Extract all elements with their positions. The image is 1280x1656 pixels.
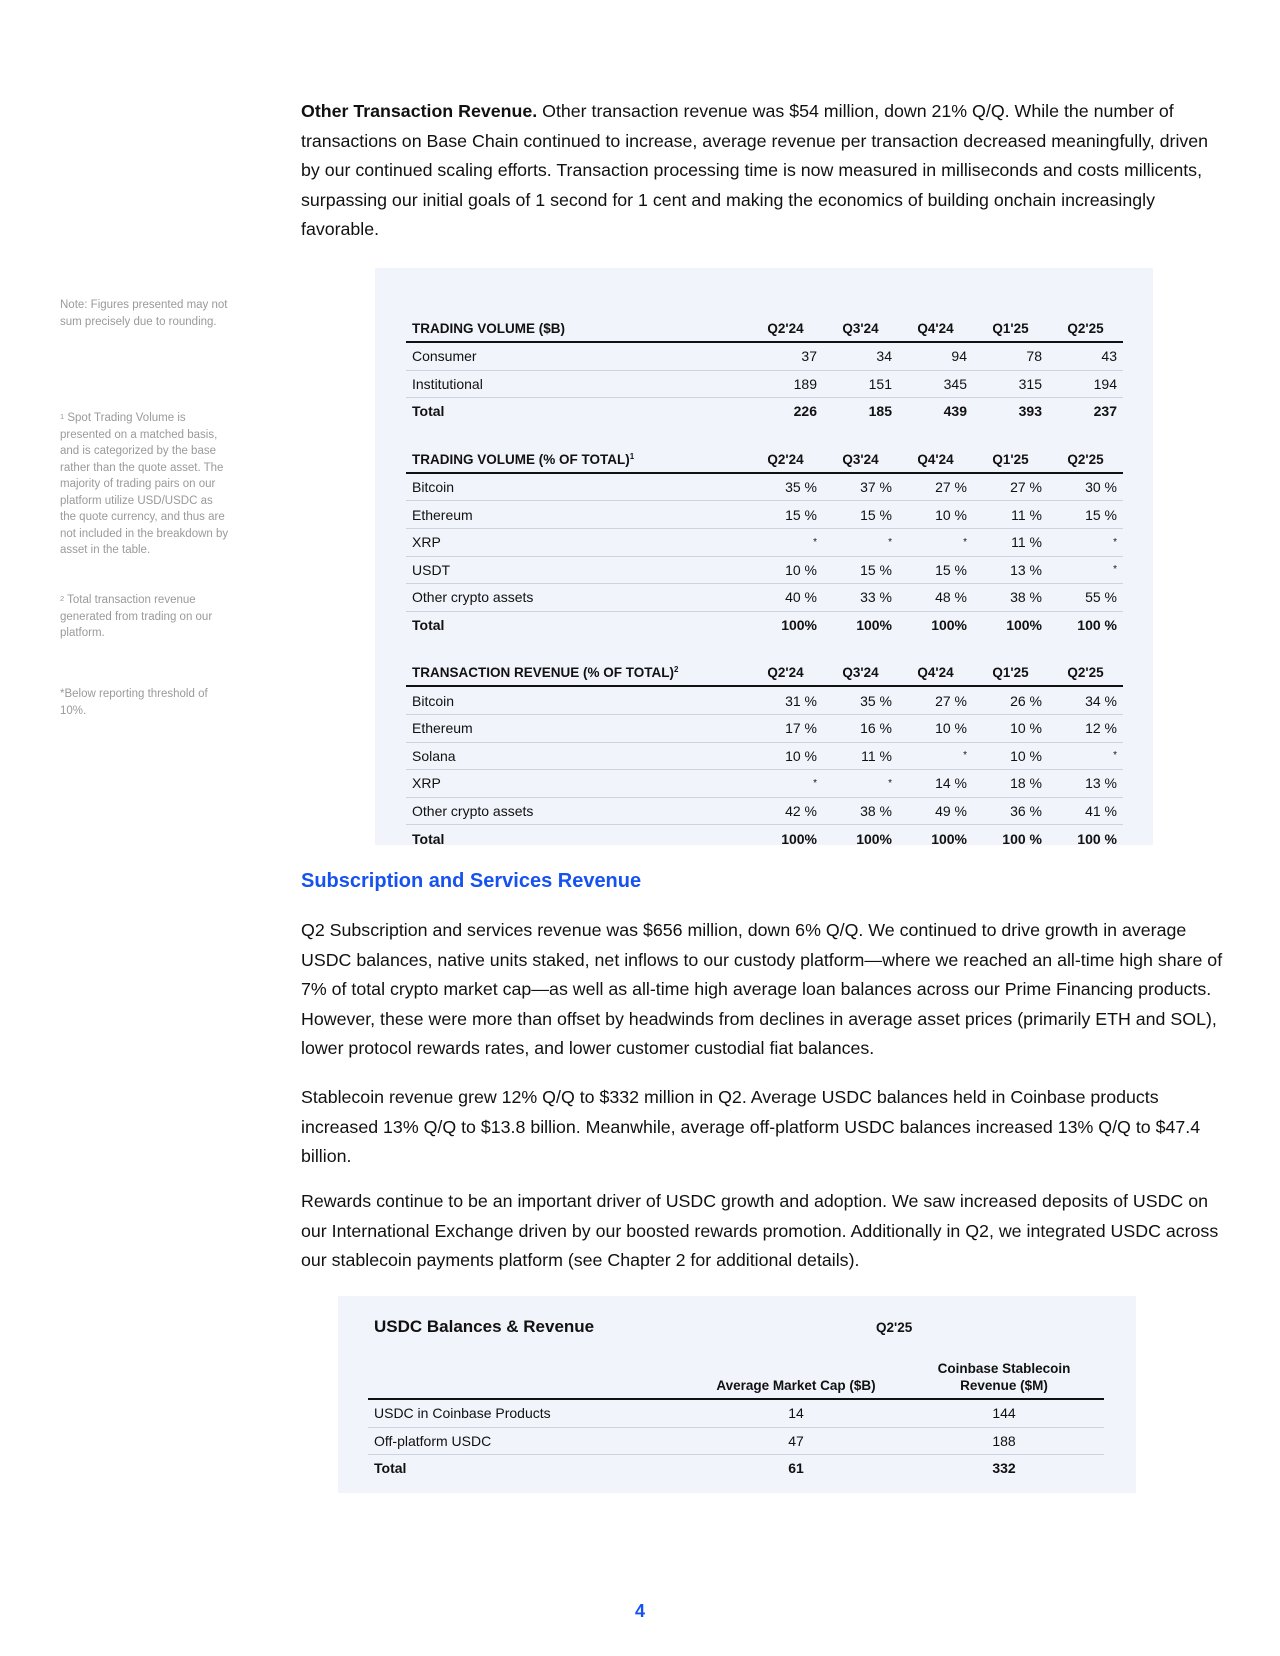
value-cell: 15 % xyxy=(1048,501,1123,529)
value-cell: 100% xyxy=(781,617,817,634)
value-cell: 100 % xyxy=(1002,830,1042,847)
table-row xyxy=(406,742,1123,770)
row-label: Bitcoin xyxy=(406,473,748,501)
footnote-1 xyxy=(60,410,230,559)
value-cell: 10 % xyxy=(898,714,973,742)
row-label: Total xyxy=(374,1460,407,1477)
section-spacer xyxy=(406,425,1123,437)
row-label: Off-platform USDC xyxy=(368,1427,688,1455)
period-header: Q1'25 xyxy=(973,650,1048,686)
value-cell: 26 % xyxy=(973,686,1048,714)
value-cell: 11 % xyxy=(973,528,1048,556)
threshold-note: *Below reporting threshold of 10%. xyxy=(60,688,208,717)
cell-revenue: 332 xyxy=(992,1460,1016,1477)
value-cell: 27 % xyxy=(973,473,1048,501)
usdc-header-row xyxy=(368,1350,1104,1399)
value-cell: 100% xyxy=(931,830,967,847)
value-cell: * xyxy=(898,742,973,770)
share-section-title xyxy=(406,437,748,473)
row-label: Total xyxy=(412,617,445,634)
value-cell: 35 % xyxy=(748,473,823,501)
value-cell: 151 xyxy=(823,370,898,398)
value-cell: 237 xyxy=(1093,403,1117,420)
value-cell: 15 % xyxy=(898,556,973,584)
row-label: Other crypto assets xyxy=(406,584,748,612)
total-row xyxy=(368,1455,1104,1482)
value-cell: 15 % xyxy=(748,501,823,529)
value-cell: 38 % xyxy=(823,797,898,825)
period-header: Q2'24 xyxy=(748,437,823,473)
period-header: Q1'25 xyxy=(973,437,1048,473)
table-row xyxy=(406,528,1123,556)
total-row xyxy=(406,825,1123,852)
value-cell: 42 % xyxy=(748,797,823,825)
row-label: Ethereum xyxy=(406,714,748,742)
trading-table xyxy=(406,306,1123,852)
row-label: Institutional xyxy=(406,370,748,398)
rounding-note: Note: Figures presented may not sum precisely due to rounding. xyxy=(60,299,228,328)
value-cell: 10 % xyxy=(973,742,1048,770)
value-cell: 15 % xyxy=(823,556,898,584)
row-label: Solana xyxy=(406,742,748,770)
value-cell: 27 % xyxy=(898,473,973,501)
table-row xyxy=(368,1427,1104,1455)
usdc-table-period: Q2'25 xyxy=(876,1320,913,1335)
value-cell: 345 xyxy=(898,370,973,398)
row-label: XRP xyxy=(406,528,748,556)
value-cell: 439 xyxy=(943,403,967,420)
value-cell: 189 xyxy=(748,370,823,398)
row-label: Bitcoin xyxy=(406,686,748,714)
value-cell: 34 xyxy=(823,342,898,370)
row-label: Total xyxy=(412,403,445,420)
value-cell: 14 % xyxy=(898,770,973,798)
table-row xyxy=(406,770,1123,798)
value-cell: 10 % xyxy=(748,742,823,770)
value-cell: * xyxy=(1048,528,1123,556)
value-cell: 13 % xyxy=(1048,770,1123,798)
paragraph-heading: Other Transaction Revenue. xyxy=(301,101,538,121)
value-cell: 36 % xyxy=(973,797,1048,825)
value-cell: 48 % xyxy=(898,584,973,612)
value-cell: 34 % xyxy=(1048,686,1123,714)
value-cell: 31 % xyxy=(748,686,823,714)
value-cell: 49 % xyxy=(898,797,973,825)
spacer-cell xyxy=(406,638,1123,650)
cell-revenue: 188 xyxy=(904,1427,1104,1455)
value-cell: 18 % xyxy=(973,770,1048,798)
period-header: Q2'25 xyxy=(1048,437,1123,473)
footnote-marker: 2 xyxy=(674,665,679,675)
footnote-marker: 1 xyxy=(629,451,635,461)
subscription-paragraph-1: Q2 Subscription and services revenue was $656 million, down 6% Q/Q. We continued to drive growth in average USDC balances, native units staked, net inflows to our custody platform—where we reached an all-time high share of 7% of total crypto market cap—as well as all-time high average loan balances across our Prime Financing products. However, these were more than offset by headwinds from declines in average asset prices (primarily ETH and SOL), lower protocol rewards rates, and lower customer custodial fiat balances. xyxy=(301,920,1223,1058)
footnote-2-marker: 2 xyxy=(60,594,65,603)
value-cell: 393 xyxy=(1018,403,1042,420)
value-cell: 100 % xyxy=(1077,830,1117,847)
row-label: Total xyxy=(412,830,445,847)
value-cell: 41 % xyxy=(1048,797,1123,825)
value-cell: 13 % xyxy=(973,556,1048,584)
cell-market-cap: 47 xyxy=(688,1427,904,1455)
period-header: Q3'24 xyxy=(823,650,898,686)
row-label: USDC in Coinbase Products xyxy=(368,1399,688,1427)
value-cell: * xyxy=(748,528,823,556)
table-row xyxy=(368,1399,1104,1427)
value-cell: 38 % xyxy=(973,584,1048,612)
row-label: USDT xyxy=(406,556,748,584)
paragraph-text: Other transaction revenue was $54 million, down 21% Q/Q. While the number of transactions on Base Chain continued to increase, average revenue per transaction decreased meaningfully, driven by our continued scaling efforts. Transaction processing time is now measured in milliseconds and costs millicents, surpassing our initial goals of 1 second for 1 cent and making the economics of building onchain increasingly favorable. xyxy=(301,101,1209,239)
period-header: Q2'25 xyxy=(1048,306,1123,342)
revenue-section-title xyxy=(406,650,748,686)
volume-header-row xyxy=(406,306,1123,342)
table-row xyxy=(406,584,1123,612)
period-header: Q2'24 xyxy=(748,650,823,686)
value-cell: 40 % xyxy=(748,584,823,612)
share-header-row xyxy=(406,437,1123,473)
section-title-text: TRANSACTION REVENUE (% OF TOTAL) xyxy=(412,665,674,681)
value-cell: 33 % xyxy=(823,584,898,612)
value-cell: 55 % xyxy=(1048,584,1123,612)
period-header: Q4'24 xyxy=(898,437,973,473)
row-label: Ethereum xyxy=(406,501,748,529)
value-cell: 10 % xyxy=(898,501,973,529)
value-cell: 100% xyxy=(1006,617,1042,634)
value-cell: 10 % xyxy=(973,714,1048,742)
table-row xyxy=(406,370,1123,398)
value-cell: * xyxy=(823,528,898,556)
value-cell: 17 % xyxy=(748,714,823,742)
usdc-header-blank xyxy=(368,1350,688,1399)
value-cell: 37 xyxy=(748,342,823,370)
table-row xyxy=(406,473,1123,501)
value-cell: 100% xyxy=(781,830,817,847)
cell-market-cap: 14 xyxy=(688,1399,904,1427)
footnote-1-text: Spot Trading Volume is presented on a matched basis, and is categorized by the base rather than the quote asset. The majority of trading pairs on our platform utilize USD/USDC as the quote currency, and thus are not included in the breakdown by asset in the table. xyxy=(60,412,229,556)
usdc-col-revenue: Coinbase Stablecoin Revenue ($M) xyxy=(904,1350,1104,1399)
period-header: Q1'25 xyxy=(973,306,1048,342)
volume-section-title xyxy=(406,306,748,342)
section-spacer xyxy=(406,638,1123,650)
total-row xyxy=(406,611,1123,638)
period-header: Q2'25 xyxy=(1048,650,1123,686)
subscription-section-heading: Subscription and Services Revenue xyxy=(301,870,642,892)
other-transaction-revenue-paragraph xyxy=(301,97,1231,245)
value-cell: * xyxy=(1048,556,1123,584)
usdc-table xyxy=(368,1350,1104,1482)
value-cell: 100 % xyxy=(1077,617,1117,634)
value-cell: 43 xyxy=(1048,342,1123,370)
value-cell: 16 % xyxy=(823,714,898,742)
usdc-col-market-cap: Average Market Cap ($B) xyxy=(688,1350,904,1399)
value-cell: 100% xyxy=(856,830,892,847)
value-cell: 10 % xyxy=(748,556,823,584)
section-title-text: TRADING VOLUME (% OF TOTAL) xyxy=(412,451,630,467)
value-cell: 12 % xyxy=(1048,714,1123,742)
value-cell: 194 xyxy=(1048,370,1123,398)
subscription-paragraph-2: Stablecoin revenue grew 12% Q/Q to $332 million in Q2. Average USDC balances held in Coinbase products increased 13% Q/Q to $13.8 billion. Meanwhile, average off-platform USDC balances increased 13% Q/Q to $47.4 billion. xyxy=(301,1087,1201,1166)
value-cell: 100% xyxy=(931,617,967,634)
page-number: 4 xyxy=(634,1601,645,1621)
value-cell: * xyxy=(748,770,823,798)
period-header: Q2'24 xyxy=(748,306,823,342)
value-cell: 37 % xyxy=(823,473,898,501)
period-header: Q4'24 xyxy=(898,650,973,686)
value-cell: 185 xyxy=(868,403,892,420)
value-cell: 15 % xyxy=(823,501,898,529)
table-row xyxy=(406,501,1123,529)
value-cell: 35 % xyxy=(823,686,898,714)
value-cell: 11 % xyxy=(973,501,1048,529)
value-cell: 315 xyxy=(973,370,1048,398)
table-row xyxy=(406,714,1123,742)
value-cell: 30 % xyxy=(1048,473,1123,501)
footnote-2 xyxy=(60,592,230,642)
period-header: Q4'24 xyxy=(898,306,973,342)
value-cell: 78 xyxy=(973,342,1048,370)
usdc-table-title: USDC Balances & Revenue xyxy=(374,1317,595,1336)
period-header: Q3'24 xyxy=(823,306,898,342)
row-label: Consumer xyxy=(406,342,748,370)
cell-revenue: 144 xyxy=(904,1399,1104,1427)
cell-market-cap: 61 xyxy=(788,1460,804,1477)
value-cell: * xyxy=(823,770,898,798)
table-row xyxy=(406,686,1123,714)
section-title-text: TRADING VOLUME ($B) xyxy=(412,321,565,336)
value-cell: * xyxy=(898,528,973,556)
footnote-1-marker: 1 xyxy=(60,412,65,421)
table-row xyxy=(406,342,1123,370)
total-row xyxy=(406,398,1123,425)
footnote-2-text: Total transaction revenue generated from trading on our platform. xyxy=(60,594,213,639)
revenue-header-row xyxy=(406,650,1123,686)
value-cell: * xyxy=(1048,742,1123,770)
row-label: XRP xyxy=(406,770,748,798)
value-cell: 11 % xyxy=(823,742,898,770)
value-cell: 27 % xyxy=(898,686,973,714)
subscription-paragraph-3: Rewards continue to be an important driver of USDC growth and adoption. We saw increased deposits of USDC on our International Exchange driven by our boosted rewards promotion. Additionally in Q2, we integrated USDC across our stablecoin payments platform (see Chapter 2 for additional details). xyxy=(301,1191,1219,1270)
table-row xyxy=(406,797,1123,825)
value-cell: 94 xyxy=(898,342,973,370)
table-row xyxy=(406,556,1123,584)
value-cell: 100% xyxy=(856,617,892,634)
period-header: Q3'24 xyxy=(823,437,898,473)
row-label: Other crypto assets xyxy=(406,797,748,825)
value-cell: 226 xyxy=(793,403,817,420)
spacer-cell xyxy=(406,425,1123,437)
